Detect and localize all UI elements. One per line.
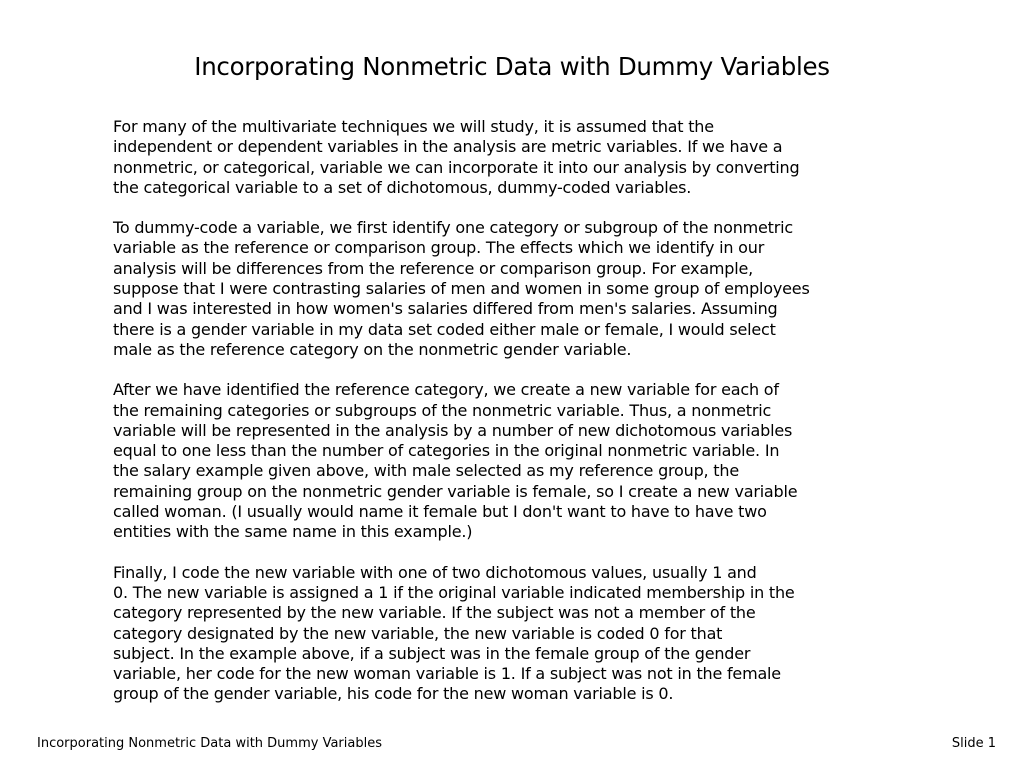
slide-title: Incorporating Nonmetric Data with Dummy Variables [194,52,830,81]
paragraph-dummy-coding: To dummy-code a variable, we first identify one category or subgroup of the nonmetric variable as the reference or comparison group. The effects which we identify in our analysis will be differences from the reference or comparison group. For example, suppose that I were contrasting salaries of men and women in some group of employees and I was interested in how women's salaries differed from men's salaries. Assuming there is a gender variable in my data set coded either male or female, I would select male as the reference category on the nonmetric gender variable. [113,218,810,359]
footer-title: Incorporating Nonmetric Data with Dummy Variables [37,736,382,751]
paragraph-coding-values: Finally, I code the new variable with one of two dichotomous values, usually 1 and 0. The new variable is assigned a 1 if the original variable indicated membership in the category represented by the new variable. If the subject was not a member of the category designated by the new variable, the new variable is coded 0 for that subject. In the example above, if a subject was in the female group of the gender variable, her code for the new woman variable is 1. If a subject was not in the female group of the gender variable, his code for the new woman variable is 0. [113,562,795,704]
slide-body [113,117,913,725]
slide-number: Slide 1 [951,736,996,751]
paragraph-new-variables: After we have identified the reference category, we create a new variable for each of the remaining categories or subgroups of the nonmetric variable. Thus, a nonmetric variable will be represented in the analysis by a number of new dichotomous variables equal to one less than the number of categories in the original nonmetric variable. In the salary example given above, with male selected as my reference group, the remaining group on the nonmetric gender variable is female, so I create a new variable called woman. (I usually would name it female but I don't want to have to have two entities with the same name in this example.) [113,380,798,542]
paragraph-intro: For many of the multivariate techniques we will study, it is assumed that the independent or dependent variables in the analysis are metric variables. If we have a nonmetric, or categorical, variable we can incorporate it into our analysis by converting the categorical variable to a set of dichotomous, dummy-coded variables. [113,117,800,197]
